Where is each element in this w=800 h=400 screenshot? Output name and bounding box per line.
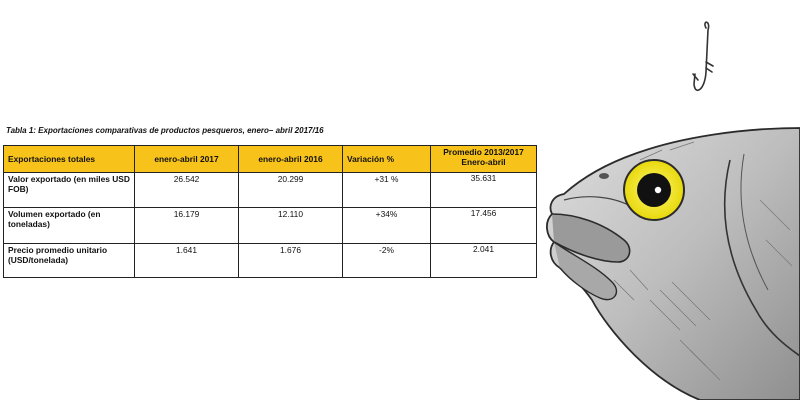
cell-variacion: +31 % [343, 173, 431, 208]
cell-variacion: +34% [343, 208, 431, 244]
cell-variacion: -2% [343, 244, 431, 278]
cell-2017: 26.542 [135, 173, 239, 208]
cell-2016: 1.676 [239, 244, 343, 278]
header-variacion: Variación % [343, 146, 431, 173]
table-caption: Tabla 1: Exportaciones comparativas de productos pesqueros, enero– abril 2017/16 [6, 126, 324, 135]
cell-promedio: 17.456 [431, 208, 537, 244]
fish-eye [624, 160, 684, 220]
cell-2016: 12.110 [239, 208, 343, 244]
row-label: Valor exportado (en miles USD FOB) [4, 173, 135, 208]
table-row [4, 208, 537, 244]
table-row [4, 244, 537, 278]
row-label: Precio promedio unitario (USD/tonelada) [4, 244, 135, 278]
header-exportaciones-totales: Exportaciones totales [4, 146, 135, 173]
header-enero-abril-2016: enero-abril 2016 [239, 146, 343, 173]
table-row [4, 173, 537, 208]
header-promedio-line2: Enero-abril [461, 157, 506, 167]
header-promedio [431, 146, 537, 173]
header-enero-abril-2017: enero-abril 2017 [135, 146, 239, 173]
table-header-row [4, 146, 537, 173]
header-promedio-line1: Promedio 2013/2017 [443, 147, 524, 157]
cell-2017: 16.179 [135, 208, 239, 244]
cell-promedio: 2.041 [431, 244, 537, 278]
cell-2016: 20.299 [239, 173, 343, 208]
row-label: Volumen exportado (en toneladas) [4, 208, 135, 244]
cell-promedio: 35.631 [431, 173, 537, 208]
fish-illustration [530, 0, 800, 400]
fishhook-icon [693, 22, 713, 90]
cell-2017: 1.641 [135, 244, 239, 278]
exports-table [3, 145, 537, 278]
